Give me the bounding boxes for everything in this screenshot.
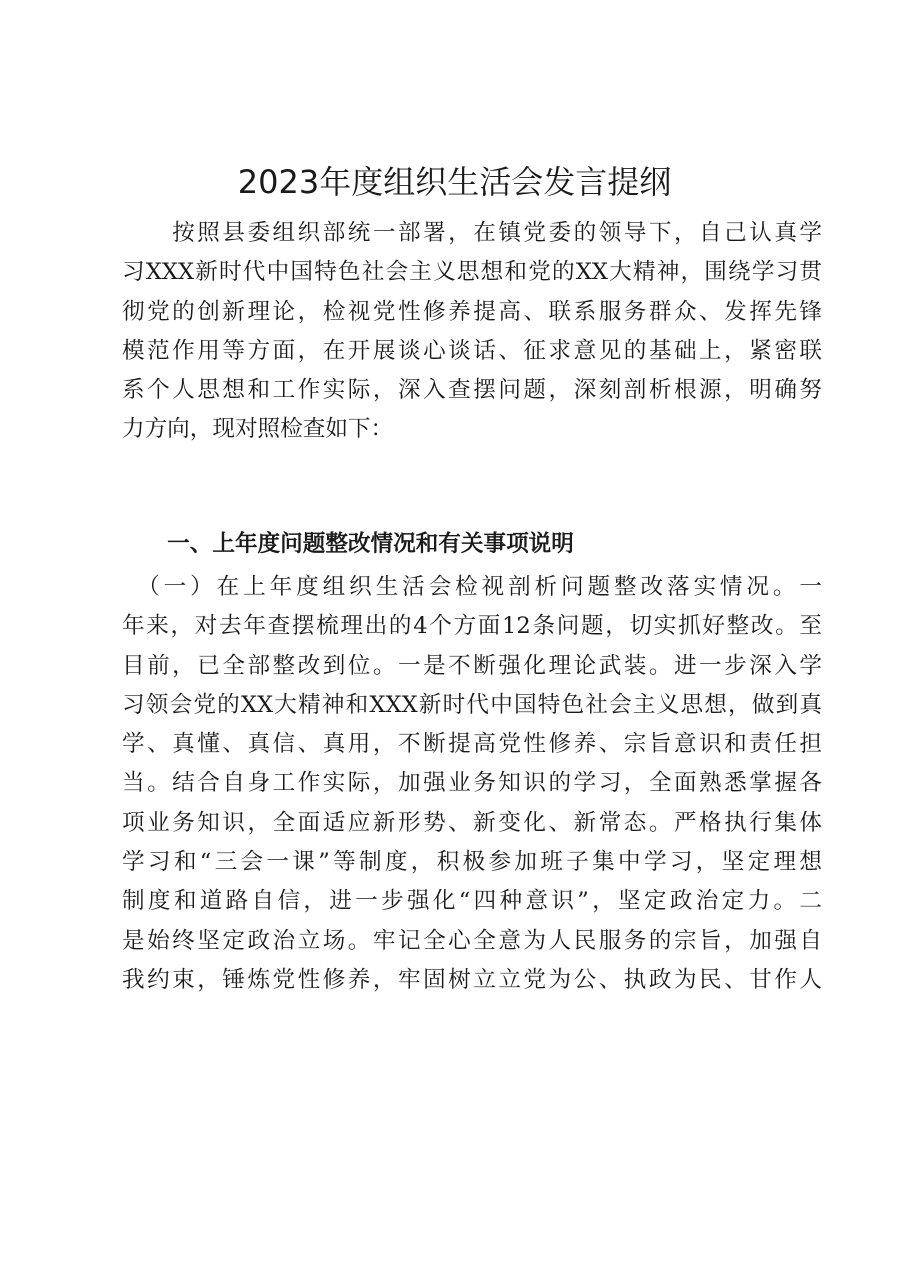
text-line: 是始终坚定政治立场。牢记全心全意为人民服务的宗旨，加强自: [122, 927, 822, 954]
text-line: 习XXX新时代中国特色社会主义思想和党的XX大精神，围绕学习贯: [122, 259, 822, 286]
text-line: 制度和道路自信，进一步强化“四种意识”，坚定政治定力。二: [122, 888, 822, 915]
section-heading-text: 一、上年度问题整改情况和有关事项说明: [122, 531, 574, 557]
text-line: 年来，对去年查摆梳理出的4个方面12条问题，切实抓好整改。至: [122, 613, 822, 640]
text-line: 目前，已全部整改到位。一是不断强化理论武装。进一步深入学: [122, 652, 822, 679]
intro-paragraph: [122, 214, 822, 450]
text-line: 学、真懂、真信、真用，不断提高党性修养、宗旨意识和责任担: [122, 731, 822, 758]
text-line: 当。结合自身工作实际，加强业务知识的学习，全面熟悉掌握各: [122, 770, 822, 797]
text-line: 我约束，锤炼党性修养，牢固树立立党为公、执政为民、甘作人: [122, 966, 822, 993]
text-line: 系个人思想和工作实际，深入查摆问题，深刻剖析根源，明确努: [122, 377, 822, 404]
text-line: 习领会党的XX大精神和XXX新时代中国特色社会主义思想，做到真: [122, 691, 822, 718]
text-line: （一）在上年度组织生活会检视剖析问题整改落实情况。一: [122, 574, 822, 600]
text-line: 学习和“三会一课”等制度，积极参加班子集中学习，坚定理想: [122, 849, 822, 876]
text-line: 模范作用等方面，在开展谈心谈话、征求意见的基础上，紧密联: [122, 337, 822, 364]
text-line: 力方向，现对照检查如下：: [122, 416, 394, 443]
text-line: 项业务知识，全面适应新形势、新变化、新常态。严格执行集体: [122, 809, 822, 836]
section-1-1-paragraph: [122, 568, 822, 1000]
document-title: 2023年度组织生活会发言提纲: [237, 163, 672, 201]
text-line: 彻党的创新理论，检视党性修养提高、联系服务群众、发挥先锋: [122, 298, 822, 325]
text-line: 按照县委组织部统一部署，在镇党委的领导下，自己认真学: [122, 220, 822, 246]
section-heading: [122, 525, 822, 564]
